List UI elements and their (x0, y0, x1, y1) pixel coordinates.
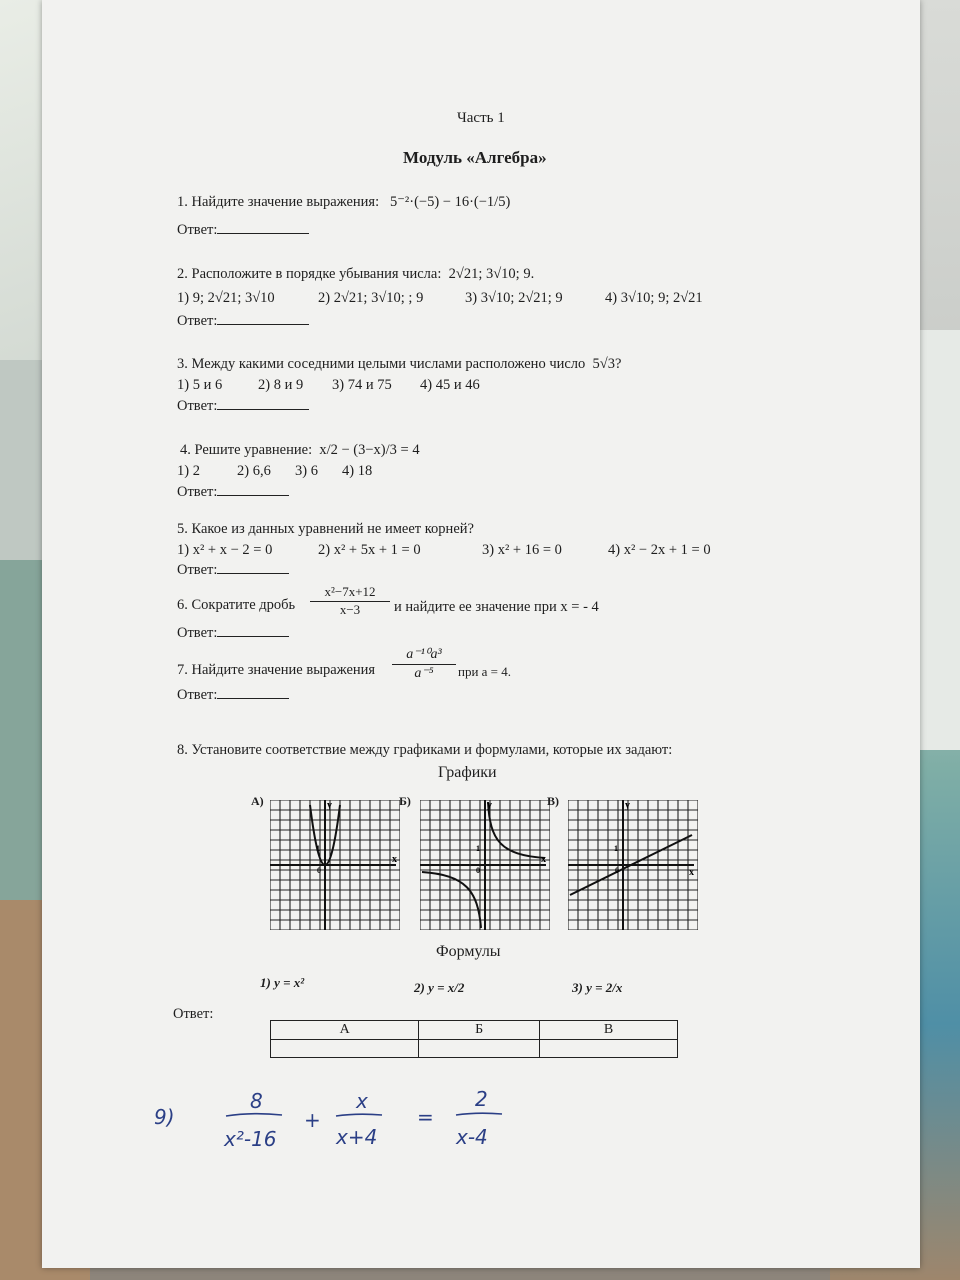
q2-answer (177, 313, 309, 330)
hw-term2-num: x (356, 1089, 368, 1113)
handwritten-equation (142, 1080, 542, 1160)
answer-label: Ответ: (177, 687, 218, 703)
worksheet (42, 0, 920, 1268)
y-axis-label: y (625, 800, 630, 811)
q5-text: 5. Какое из данных уравнений не имеет корней? (177, 521, 474, 537)
hw-term2-den: x+4 (336, 1125, 378, 1149)
q6-fraction (310, 584, 390, 618)
graph-label-a: А) (251, 794, 264, 808)
answer-label: Ответ: (177, 625, 218, 641)
hw-term1-num: 8 (250, 1089, 263, 1113)
q2-option-2: 2) 2√21; 3√10; ; 9 (318, 290, 424, 306)
q4-answer (177, 484, 289, 501)
x-axis-label: x (689, 867, 694, 878)
answer-line[interactable] (217, 635, 289, 637)
answer-label: Ответ: (177, 222, 218, 238)
q6-numerator: x²−7x+12 (310, 584, 390, 602)
answer-line[interactable] (217, 697, 289, 699)
q5-answer (177, 562, 289, 579)
module-title: Модуль «Алгебра» (403, 148, 547, 167)
hw-plus: + (304, 1108, 321, 1132)
q7-fraction (392, 646, 456, 682)
q2-prompt: 2. Расположите в порядке убывания числа: (177, 266, 442, 282)
q3-text (177, 356, 621, 373)
tick-one: 1 (614, 844, 618, 853)
q3-option-4: 4) 45 и 46 (420, 377, 480, 393)
formula-2: 2) y = x/2 (414, 980, 465, 995)
x-axis-label: x (392, 854, 397, 865)
answer-line[interactable] (217, 572, 289, 574)
answer-cell-b[interactable] (419, 1039, 540, 1058)
q3-answer (177, 398, 309, 415)
q3-option-2: 2) 8 и 9 (258, 377, 304, 393)
origin-label: 0 (615, 866, 619, 875)
q4-equation: x/2 − (3−x)/3 = 4 (319, 442, 420, 458)
hw-term3-num: 2 (475, 1087, 488, 1111)
formulas-title: Формулы (436, 943, 501, 960)
q8-answer-label: Ответ: (173, 1006, 214, 1022)
q7-numerator: a⁻¹⁰a³ (392, 646, 456, 665)
table-answer-row (271, 1039, 678, 1058)
answer-line[interactable] (217, 232, 309, 234)
graph-label-v: В) (547, 794, 559, 808)
graphs-title: Графики (438, 764, 497, 781)
q7-denominator: a⁻⁵ (414, 666, 434, 681)
q6-tail: и найдите ее значение при x = - 4 (394, 599, 599, 615)
y-axis-label: y (327, 800, 332, 811)
hw-number: 9) (154, 1105, 175, 1129)
hw-fraction-bar-1 (226, 1114, 282, 1116)
q7-tail: при a = 4. (458, 664, 512, 679)
q5-option-1: 1) x² + x − 2 = 0 (177, 542, 273, 558)
q4-option-1: 1) 2 (177, 463, 200, 479)
tick-one: 1 (476, 844, 480, 853)
q5-option-2: 2) x² + 5x + 1 = 0 (318, 542, 421, 558)
answer-line[interactable] (217, 408, 309, 410)
q1-expression: 5⁻²·(−5) − 16·(−1/5) (389, 194, 511, 210)
q4-option-2: 2) 6,6 (237, 463, 271, 479)
q2-text (177, 266, 534, 283)
q7-answer (177, 687, 289, 704)
q5-option-4: 4) x² − 2x + 1 = 0 (608, 542, 711, 558)
y-axis-label: y (487, 800, 492, 811)
answer-label: Ответ: (177, 313, 218, 329)
answer-label: Ответ: (177, 398, 218, 414)
hw-equals: = (417, 1105, 434, 1129)
answer-table (270, 1020, 678, 1058)
formula-3: 3) y = 2/x (572, 980, 623, 995)
graph-a-parabola (270, 800, 400, 930)
q6-denominator: x−3 (339, 602, 361, 617)
hw-fraction-bar-2 (336, 1114, 382, 1116)
answer-label: Ответ: (177, 562, 218, 578)
table-header-b: Б (419, 1021, 540, 1040)
table-header-v: В (540, 1021, 678, 1040)
q4-option-3: 3) 6 (295, 463, 318, 479)
graph-label-b: Б) (399, 794, 411, 808)
q3-prompt: 3. Между какими соседними целыми числами расположено число (177, 356, 586, 372)
q8-text: 8. Установите соответствие между графиками и формулами, которые их задают: (177, 742, 673, 758)
graph-v-line (568, 800, 698, 930)
q2-option-1: 1) 9; 2√21; 3√10 (177, 290, 275, 306)
q1-text (177, 194, 510, 211)
q3-number: 5√3? (592, 356, 622, 372)
q1-answer (177, 222, 309, 239)
answer-line[interactable] (217, 323, 309, 325)
q3-option-1: 1) 5 и 6 (177, 377, 223, 393)
answer-label: Ответ: (177, 484, 218, 500)
q3-option-3: 3) 74 и 75 (332, 377, 392, 393)
part-label: Часть 1 (457, 110, 505, 126)
hw-term3-den: x-4 (456, 1125, 488, 1149)
q5-option-3: 3) x² + 16 = 0 (482, 542, 562, 558)
hw-fraction-bar-3 (456, 1113, 502, 1115)
origin-label: 0 (317, 866, 321, 875)
q2-numbers: 2√21; 3√10; 9. (448, 266, 535, 282)
q4-option-4: 4) 18 (342, 463, 373, 479)
table-header-a: А (271, 1021, 419, 1040)
q2-option-4: 4) 3√10; 9; 2√21 (605, 290, 703, 306)
graph-b-hyperbola (420, 800, 550, 930)
tick-one: 1 (316, 844, 320, 853)
x-axis-label: x (541, 854, 546, 865)
answer-line[interactable] (217, 494, 289, 496)
q6-prompt: 6. Сократите дробь (177, 597, 296, 613)
answer-cell-a[interactable] (271, 1039, 419, 1058)
answer-cell-v[interactable] (540, 1039, 678, 1058)
table-header-row (271, 1021, 678, 1040)
q4-text (180, 442, 420, 459)
q1-prompt: 1. Найдите значение выражения: (177, 194, 380, 210)
q2-option-3: 3) 3√10; 2√21; 9 (465, 290, 563, 306)
hw-term1-den: x²-16 (224, 1127, 277, 1151)
q6-answer (177, 625, 289, 642)
origin-label: 0 (476, 866, 480, 875)
q7-prompt: 7. Найдите значение выражения (177, 662, 376, 678)
q4-prompt: 4. Решите уравнение: (180, 442, 313, 458)
formula-1: 1) y = x² (260, 975, 305, 990)
